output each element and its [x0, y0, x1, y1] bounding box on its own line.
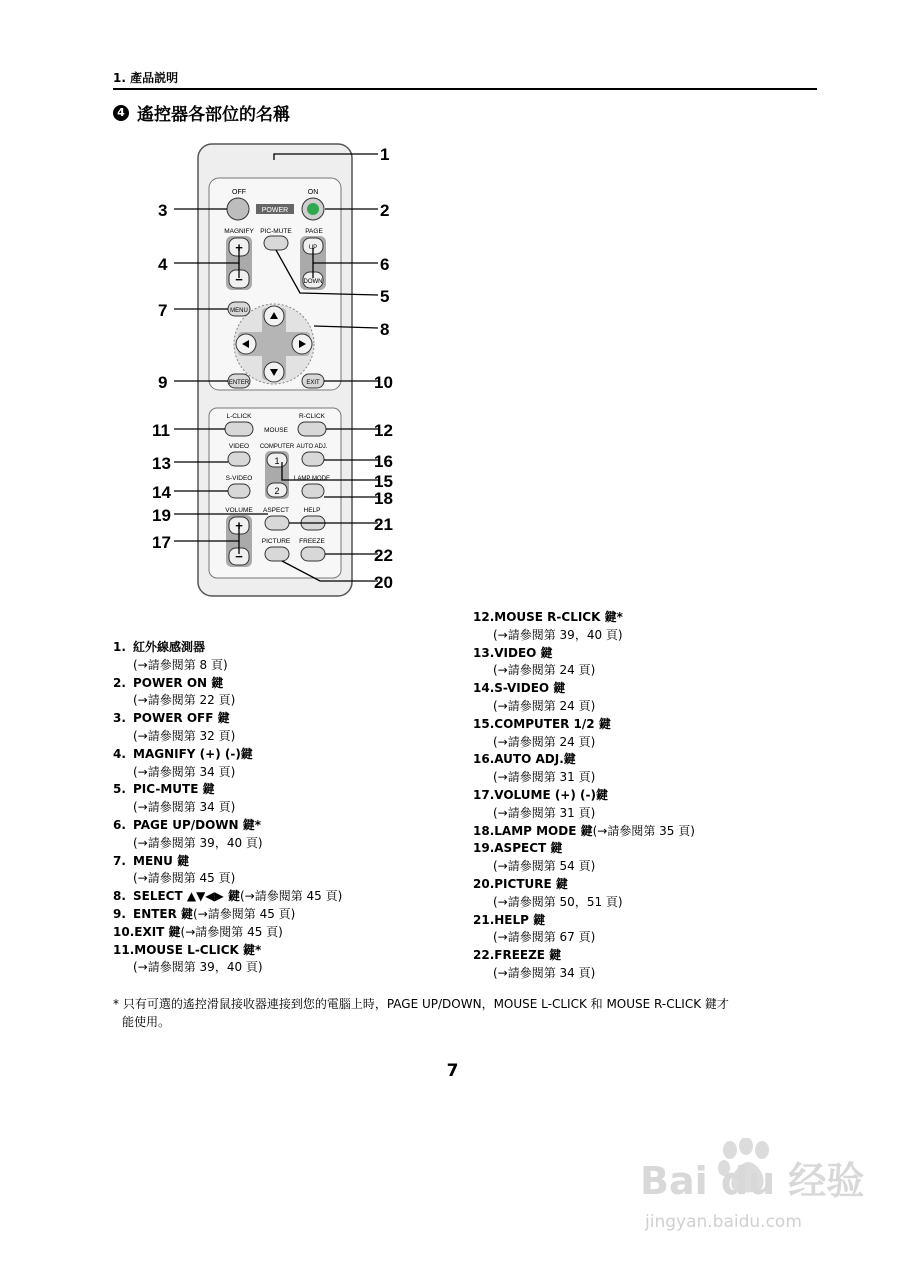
item-label: 紅外線感測器	[133, 640, 206, 654]
item-reference: (→請參閱第 67 頁)	[493, 930, 596, 945]
item-label: S-VIDEO 鍵	[494, 681, 566, 696]
callout-9: 9	[158, 373, 168, 392]
item-reference: (→請參閱第 34 頁)	[133, 764, 236, 779]
callout-5: 5	[380, 287, 390, 306]
legend-item	[473, 787, 695, 823]
power-off-button	[227, 198, 249, 220]
item-reference: (→請參閱第 34 頁)	[493, 965, 596, 980]
legend-item	[113, 906, 342, 924]
legend-item	[473, 716, 695, 752]
callout-6: 6	[380, 255, 390, 274]
item-reference: (→請參閱第 24 頁)	[493, 698, 596, 713]
item-label: HELP 鍵	[494, 912, 546, 927]
legend-item	[473, 876, 695, 912]
item-number: 3.	[113, 711, 126, 726]
item-label: AUTO ADJ.鍵	[494, 752, 576, 767]
legend-item	[473, 609, 695, 645]
computer-1-label: 1	[274, 456, 280, 466]
legend-column-right	[473, 609, 695, 983]
legend-item	[113, 675, 342, 711]
item-label: POWER OFF 鍵	[133, 711, 230, 726]
watermark-brand: Bai du 经验	[640, 1159, 865, 1203]
callout-22: 22	[374, 546, 393, 565]
volume-minus-sign: −	[235, 549, 243, 564]
item-number: 17.	[473, 787, 495, 802]
item-number: 11.	[113, 942, 135, 957]
off-label: OFF	[232, 189, 246, 196]
callout-11: 11	[152, 421, 170, 440]
callout-18: 18	[374, 489, 393, 508]
callout-2: 2	[380, 201, 390, 220]
callout-4: 4	[158, 255, 168, 274]
header-rule	[113, 88, 817, 90]
volume-label: VOLUME	[225, 507, 253, 514]
pic-mute-label: PIC-MUTE	[260, 228, 292, 235]
menu-label: MENU	[230, 308, 248, 314]
on-label: ON	[307, 189, 319, 196]
power-label: POWER	[261, 207, 289, 214]
lamp-mode-label: LAMP MODE	[294, 476, 330, 482]
pic-mute-button	[264, 236, 288, 250]
callout-12: 12	[374, 421, 393, 440]
callout-8: 8	[380, 320, 390, 339]
item-number: 20.	[473, 876, 495, 891]
item-reference: (→請參閱第 45 頁)	[180, 924, 283, 939]
exit-label: EXIT	[306, 380, 320, 386]
callout-20: 20	[374, 573, 393, 592]
item-number: 7.	[113, 853, 126, 868]
item-number: 22.	[473, 948, 495, 963]
legend-item	[473, 840, 695, 876]
magnify-label: MAGNIFY	[224, 228, 254, 235]
freeze-label: FREEZE	[299, 538, 325, 545]
item-reference: (→請參閱第 39，40 頁)	[133, 835, 263, 850]
item-label: ENTER 鍵	[133, 906, 194, 921]
legend-item	[113, 639, 342, 675]
legend-item	[473, 751, 695, 787]
item-label: COMPUTER 1/2 鍵	[494, 716, 611, 731]
magnify-plus-sign: +	[235, 240, 243, 255]
legend-item	[113, 888, 342, 906]
legend-item	[473, 823, 695, 841]
item-reference: (→請參閱第 32 頁)	[133, 728, 236, 743]
callout-16: 16	[374, 452, 393, 471]
computer-label: COMPUTER	[259, 444, 295, 450]
item-label: MAGNIFY (+) (-)鍵	[133, 746, 253, 761]
callout-14: 14	[152, 483, 171, 502]
page-down-label: DOWN	[303, 279, 323, 285]
item-reference: (→請參閱第 45 頁)	[133, 871, 236, 886]
callout-7: 7	[158, 301, 168, 320]
item-number: 2.	[113, 675, 126, 690]
item-label: PAGE UP/DOWN 鍵*	[133, 817, 262, 832]
legend-item	[113, 817, 342, 853]
callout-21: 21	[374, 515, 393, 534]
page-label: PAGE	[305, 228, 323, 235]
enter-label: ENTER	[228, 380, 250, 386]
baidu-watermark	[640, 1150, 870, 1240]
item-number: 19.	[473, 841, 495, 856]
legend-column-left	[113, 639, 342, 977]
lamp-mode-button	[302, 484, 324, 498]
section-title-text: 遙控器各部位的名稱	[137, 105, 290, 125]
section-number-badge: 4	[113, 105, 129, 121]
callout-17: 17	[152, 533, 171, 552]
page-number: 7	[446, 1061, 459, 1081]
legend-item	[113, 746, 342, 782]
item-label: EXIT 鍵	[134, 924, 181, 939]
picture-label: PICTURE	[261, 538, 291, 545]
volume-plus-sign: +	[235, 518, 243, 533]
item-label: MENU 鍵	[133, 853, 190, 868]
item-reference: (→請參閱第 34 頁)	[133, 800, 236, 815]
item-number: 16.	[473, 752, 495, 767]
item-label: SELECT ▲▼◀▶ 鍵	[133, 889, 240, 904]
item-number: 15.	[473, 716, 495, 731]
item-number: 6.	[113, 817, 126, 832]
item-number: 14.	[473, 681, 495, 696]
item-number: 4.	[113, 746, 126, 761]
item-reference: (→請參閱第 45 頁)	[193, 906, 296, 921]
item-label: POWER ON 鍵	[133, 675, 224, 690]
footnote-line-1: * 只有可選的遙控滑鼠接收器連接到您的電腦上時，PAGE UP/DOWN，MOUSE L-CLICK 和 MOUSE R-CLICK 鍵才	[113, 997, 729, 1011]
item-label: PICTURE 鍵	[494, 876, 568, 891]
legend-item	[473, 947, 695, 983]
aspect-button	[265, 516, 289, 530]
legend-item	[113, 924, 342, 942]
callout-13: 13	[152, 454, 171, 473]
item-label: VOLUME (+) (-)鍵	[494, 787, 608, 802]
video-button	[228, 452, 250, 466]
auto-adj-button	[302, 452, 324, 466]
auto-adj-label: AUTO ADJ.	[296, 444, 328, 450]
item-number: 5.	[113, 782, 126, 797]
item-reference: (→請參閱第 24 頁)	[493, 663, 596, 678]
item-reference: (→請參閱第 39，40 頁)	[133, 960, 263, 975]
item-label: FREEZE 鍵	[494, 948, 562, 963]
remote-control-diagram	[140, 138, 440, 598]
item-reference: (→請參閱第 35 頁)	[592, 823, 695, 838]
watermark-url: jingyan.baidu.com	[645, 1212, 802, 1232]
mouse-label: MOUSE	[264, 427, 288, 434]
computer-2-label: 2	[274, 486, 280, 496]
footnote	[113, 995, 823, 1031]
callout-15: 15	[374, 472, 393, 491]
item-reference: (→請參閱第 39，40 頁)	[493, 627, 623, 642]
item-number: 12.	[473, 610, 495, 624]
legend-item	[473, 645, 695, 681]
item-label: PIC-MUTE 鍵	[133, 782, 215, 797]
item-number: 13.	[473, 645, 495, 660]
l-click-label: L-CLICK	[226, 413, 252, 420]
callout-10: 10	[374, 373, 393, 392]
callout-3: 3	[158, 201, 168, 220]
magnify-minus-sign: −	[235, 272, 243, 287]
item-number: 10.	[113, 924, 135, 939]
s-video-label: S-VIDEO	[225, 475, 253, 482]
item-reference: (→請參閱第 31 頁)	[493, 805, 596, 820]
item-number: 18.	[473, 823, 495, 838]
item-number: 21.	[473, 912, 495, 927]
legend-item	[473, 912, 695, 948]
item-reference: (→請參閱第 24 頁)	[493, 734, 596, 749]
legend-item	[113, 853, 342, 889]
callout-19: 19	[152, 506, 171, 525]
chapter-header: 1. 產品説明	[113, 71, 179, 85]
item-number: 1.	[113, 640, 126, 654]
item-reference: (→請參閱第 45 頁)	[239, 889, 343, 904]
legend-item	[113, 942, 342, 978]
l-click-button	[225, 422, 253, 436]
video-label: VIDEO	[228, 443, 250, 450]
legend-item	[113, 781, 342, 817]
picture-button	[265, 547, 289, 561]
callout-1: 1	[380, 145, 390, 164]
item-label: VIDEO 鍵	[494, 645, 553, 660]
item-reference: (→請參閱第 54 頁)	[493, 859, 596, 874]
legend-item	[113, 710, 342, 746]
item-reference: (→請參閱第 22 頁)	[133, 693, 236, 708]
item-label: MOUSE L-CLICK 鍵*	[134, 942, 262, 957]
s-video-button	[228, 484, 250, 498]
item-reference: (→請參閱第 31 頁)	[493, 770, 596, 785]
r-click-button	[298, 422, 326, 436]
section-title	[113, 100, 290, 125]
item-label: MOUSE R-CLICK 鍵*	[494, 610, 623, 624]
item-reference: (→請參閱第 50，51 頁)	[493, 894, 623, 909]
footnote-line-2: 能使用。	[122, 1015, 171, 1029]
r-click-label: R-CLICK	[298, 413, 326, 420]
item-reference: (→請參閱第 8 頁)	[133, 657, 228, 672]
page-up-label: UP	[308, 245, 318, 251]
item-label: ASPECT 鍵	[494, 841, 563, 856]
aspect-label: ASPECT	[262, 507, 290, 514]
help-label: HELP	[303, 507, 321, 514]
item-number: 9.	[113, 906, 126, 921]
freeze-button	[301, 547, 325, 561]
item-label: LAMP MODE 鍵	[494, 823, 593, 838]
item-number: 8.	[113, 889, 126, 904]
legend-item	[473, 680, 695, 716]
power-on-led	[307, 203, 319, 215]
